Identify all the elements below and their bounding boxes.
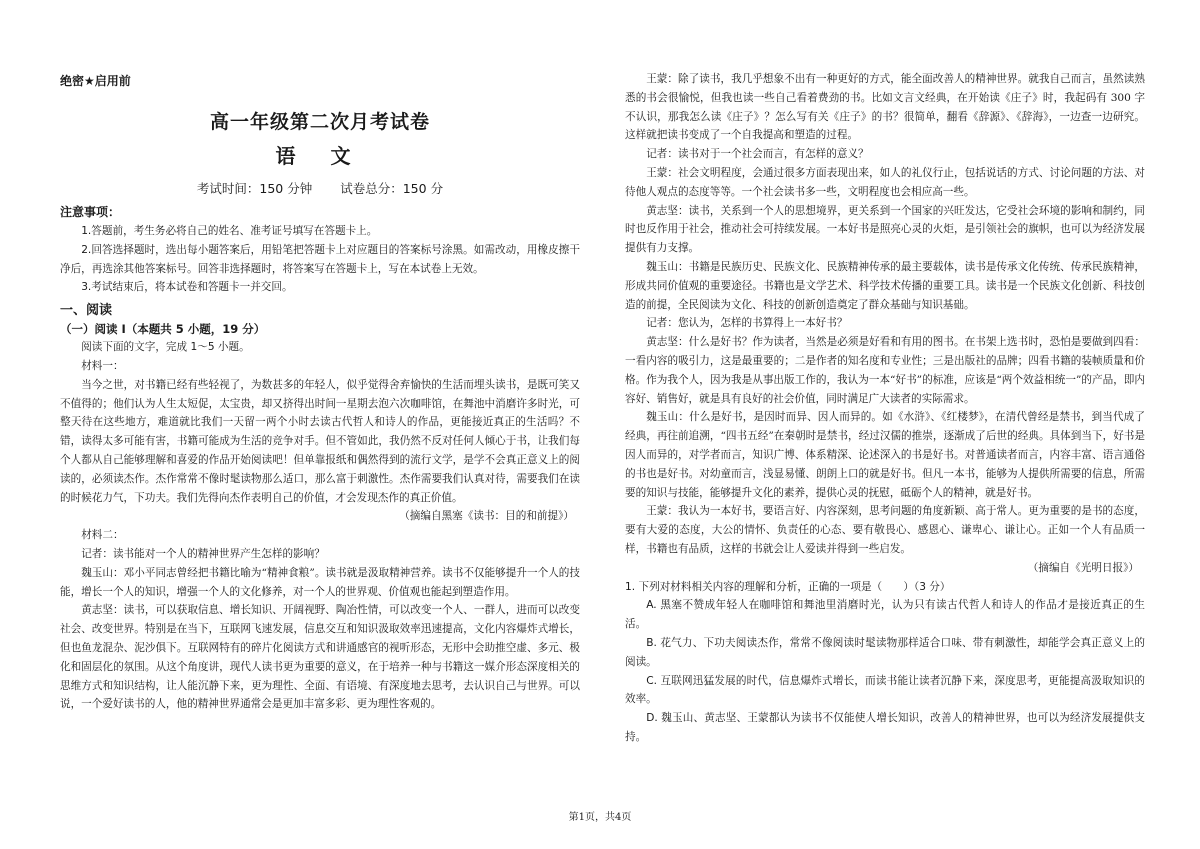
material-2-wang-1: 王蒙：除了读书，我几乎想象不出有一种更好的方式，能全面改善人的精神世界。就我自己而言，虽然读熟悉的书会很愉悦，但我也读一些自己看着费劲的书。比如文言文经典，在开始读《庄子》时，我起码有 300 字不认识，那我怎么读《庄子》？怎么写有关《庄子》的书？很简单，翻看《辞源》、《辞海》，一边查一边研究。这样就把读书变成了一个自我提高和塑造的过程。 xyxy=(625,73,1145,142)
notice-heading: 注意事项： xyxy=(60,205,121,219)
exam-info xyxy=(60,179,580,197)
left-column xyxy=(60,70,580,714)
right-column xyxy=(625,70,1145,747)
section-heading: 一、阅读 xyxy=(60,303,113,319)
reading-instruction: 阅读下面的文字，完成 1～5 小题。 xyxy=(81,341,250,354)
exam-title: 高一年级第二次月考试卷 xyxy=(209,111,430,133)
exam-time: 考试时间：150 分钟 xyxy=(196,181,313,196)
material-2-question-3: 记者：您认为，怎样的书算得上一本好书？ xyxy=(646,317,848,330)
material-2-huang-3: 黄志坚：什么是好书？作为读者，当然是必须是好看和有用的图书。在书架上选书时，恐怕是要做到四看：一看内容的吸引力，这是最重要的；二是作者的知名度和专业性；三是出版社的品牌；四看书籍的装帧质量和价格。作为我个人，因为我是从事出版工作的，我认为一本“好书”的标准，应该是“两个效益相统一”的产品，即内容好、销售好，就是具有良好的社会价值，同时满足广大读者的实际需求。 xyxy=(625,336,1145,405)
material-2-wei-2: 魏玉山：书籍是民族历史、民族文化、民族精神传承的最主要载体，读书是传承文化传统、传承民族精神，形成共同价值观的重要途径。书籍也是文学艺术、科学技术传播的重要工具。读书是一个民族文化创新、科技创造的前提，全民阅读为文化、科技的创新创造奠定了群众基础与知识基础。 xyxy=(625,260,1145,311)
subsection-heading: （一）阅读 I（本题共 5 小题，19 分） xyxy=(60,322,266,337)
material-2-wang-3: 王蒙：我认为一本好书，要语言好、内容深刻，思考问题的角度新颖、高于常人。更为重要的是书的态度，要有大爱的态度，大公的情怀、负责任的心态、要有敬畏心、感恩心、谦卑心、谦让心。正如一个人有品质一样，书籍也有品质，这样的书就会让人爱读并得到一些启发。 xyxy=(625,505,1145,555)
notice-item-3: 3.考试结束后，将本试卷和答题卡一并交回。 xyxy=(81,281,293,294)
material-2-question-2: 记者：读书对于一个社会而言，有怎样的意义？ xyxy=(646,148,869,161)
notice-item-2: 2.回答选择题时，选出每小题答案后，用铅笔把答题卡上对应题目的答案标号涂黑。如需改动，用橡皮擦干净后，再选涂其他答案标号。回答非选择题时，将答案写在答题卡上，写在本试卷上无效。 xyxy=(60,243,580,275)
exam-score: 试卷总分：150 分 xyxy=(340,181,444,196)
secret-mark: 绝密★启用前 xyxy=(60,74,131,88)
material-1-text: 当今之世，对书籍已经有些轻视了，为数甚多的年轻人，似乎觉得舍弃愉快的生活而埋头读书，是既可笑又不值得的；他们认为人生太短促，太宝贵，却又挤得出时间一星期去泡六次咖啡馆，在舞池中消磨许多时光，可整天待在这些地方，难道就比我们一天留一两个小时去读古代哲人和诗人的作品，更能接近真正的生活吗？不错，读得太多可能有害，书籍可能成为生活的竞争对手。但不管如此，我仍然不反对任何人倾心于书，让我们每个人都从自己能够理解和喜爱的作品开始阅读吧！但单靠报纸和偶然得到的流行文学，是学不会真正意义上的阅读的，必须读杰作。杰作常常不像时髦读物那么适口，那么富于刺激性。杰作需要我们认真对待，需要我们在读的时候花力气，下功夫。我们先得向杰作表明自己的价值，才会发现杰作的真正价值。 xyxy=(60,378,580,504)
material-2-huang-2: 黄志坚：读书，关系到一个人的思想境界，更关系到一个国家的兴旺发达，它受社会环境的影响和制约，同时也反作用于社会，推动社会可持续发展。一本好书是照亮心灵的火炬，是引领社会的旗帜，也可以为经济发展提供有力支撑。 xyxy=(625,204,1145,255)
material-2-wei-1: 魏玉山：邓小平同志曾经把书籍比喻为“精神食粮”。读书就是汲取精神营养。读书不仅能够提升一个人的技能，增长一个人的知识，增强一个人的文化修养，对一个人的世界观、价值观也能起到塑造作用。 xyxy=(60,566,580,598)
question-1-option-b: B. 花气力、下功夫阅读杰作，常常不像阅读时髦读物那样适合口味、带有刺激性，却能学会真正意义上的阅读。 xyxy=(625,636,1145,668)
material-2-intro: 记者：读书能对一个人的精神世界产生怎样的影响？ xyxy=(81,547,325,560)
material-2-source: （摘编自《光明日报》） xyxy=(1027,561,1139,574)
material-2-wei-3: 魏玉山：什么是好书，是因时而异、因人而异的。如《水浒》、《红楼梦》，在清代曾经是禁书，到当代成了经典，再往前追溯，“四书五经”在秦朝时是禁书，经过汉儒的推崇，逐渐成了后世的经典。具体到当下，好书是因人而异的，对学者而言，知识广博、体系精深、论述深入的书是好书。对普通读者而言，内容丰富、语言通俗的书也是好书。对幼童而言，浅显易懂、朗朗上口的就是好书。但凡一本书，能够为人提供所需要的信息，所需要的知识与技能，能够提升文化的素养，提供心灵的抚慰，砥砺个人的精神，就是好书。 xyxy=(625,411,1145,499)
notice-item-1: 1.答题前，考生务必将自己的姓名、准考证号填写在答题卡上。 xyxy=(81,225,378,237)
material-2-label: 材料二： xyxy=(81,529,124,542)
question-1-option-d: D. 魏玉山、黄志坚、王蒙都认为读书不仅能使人增长知识，改善人的精神世界，也可以为经济发展提供支持。 xyxy=(625,712,1145,743)
question-1-option-a: A. 黑塞不赞成年轻人在咖啡馆和舞池里消磨时光，认为只有读古代哲人和诗人的作品才是接近真正的生活。 xyxy=(625,599,1145,631)
subject-title: 语 文 xyxy=(275,144,365,168)
material-2-huang-1: 黄志坚：读书，可以获取信息、增长知识、开阔视野、陶冶性情，可以改变一个人、一群人，进而可以改变社会、改变世界。特别是在当下，互联网飞速发展，信息交互和知识汲取效率迅速提高，文化内容爆炸式增长，但也鱼龙混杂、泥沙俱下。互联网特有的碎片化阅读方式和讲通感官的视听形态，无形中会助推空虚、多元、极化和固层化的氛围。从这个角度讲，现代人读书更为重要的意义，在于培养一种与书籍这一媒介形态深度相关的思维方式和知识结构，让人能沉静下来，更为理性、全面、有语境、有深度地去思考，去认识自己与世界。可以说，一个爱好读书的人，他的精神世界通常会是更加丰富多彩、更为理性客观的。 xyxy=(60,604,580,711)
material-2-wang-2: 王蒙：社会文明程度，会通过很多方面表现出来，如人的礼仪行止，包括说话的方式、讨论问题的方法、对待他人观点的态度等等。一个社会读书多一些，文明程度也会相应高一些。 xyxy=(625,166,1145,198)
question-1-stem: 1. 下列对材料相关内容的理解和分析，正确的一项是（ ）（3 分） xyxy=(625,580,951,593)
page-footer: 第1页，共4页 xyxy=(568,812,632,823)
question-1-option-c: C. 互联网迅猛发展的时代，信息爆炸式增长，而读书能让读者沉静下来，深度思考，更能提高汲取知识的效率。 xyxy=(625,674,1145,706)
material-1-source: （摘编自黑塞《读书：目的和前提》） xyxy=(399,510,574,523)
material-1-label: 材料一： xyxy=(81,359,124,372)
